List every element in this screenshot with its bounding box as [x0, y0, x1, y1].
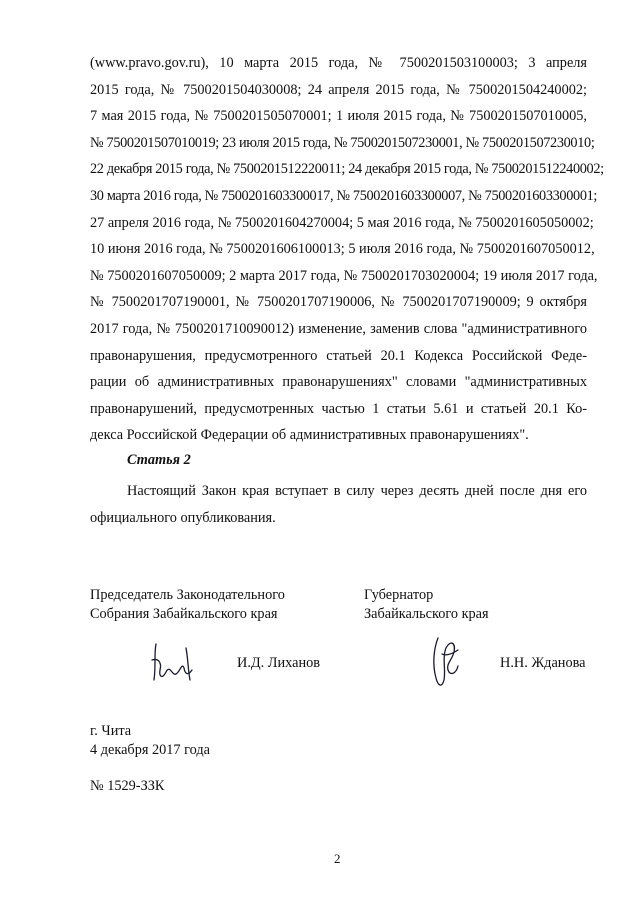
governor-title-line: Забайкальского края: [364, 606, 489, 622]
body-line: правонарушений, предусмотренных частью 1 статьи 5.61 и статьей 20.1 Ко-: [90, 400, 587, 417]
body-line: № 7500201707190001, № 7500201707190006, № 7500201707190009; 9 октября: [90, 294, 587, 311]
body-line: правонарушения, предусмотренного статьей 20.1 Кодекса Российской Феде-: [90, 347, 587, 364]
governor-signature: [424, 634, 468, 694]
body-line: 27 апреля 2016 года, № 7500201604270004; 5 мая 2016 года, № 7500201605050002;: [90, 214, 594, 231]
body-line: 30 марта 2016 года, № 7500201603300017, № 7500201603300007, № 7500201603300001;: [90, 187, 598, 204]
chair-title-line: Председатель Законодательного: [90, 587, 285, 603]
law-number: № 1529-ЗЗК: [90, 778, 165, 794]
body-line: № 7500201507010019; 23 июля 2015 года, № 7500201507230001, № 7500201507230010;: [90, 134, 595, 151]
place: г. Чита: [90, 723, 132, 739]
governor-name: Н.Н. Жданова: [500, 655, 586, 671]
article-2-text: [90, 478, 587, 531]
article-2-line: официального опубликования.: [90, 509, 276, 526]
date: 4 декабря 2017 года: [90, 742, 211, 758]
place-and-date: [90, 722, 210, 760]
body-line: 7 мая 2015 года, № 7500201505070001; 1 июля 2015 года, № 7500201507010005,: [90, 108, 587, 125]
body-line: (www.pravo.gov.ru), 10 марта 2015 года, № 7500201503100003; 3 апреля: [90, 55, 587, 71]
body-line: 2017 года, № 7500201710090012) изменение, заменив слова "административного: [90, 320, 587, 337]
chair-signature: [148, 640, 204, 688]
chair-name: И.Д. Лиханов: [237, 655, 321, 671]
body-line: № 7500201607050009; 2 марта 2017 года, № 7500201703020004; 19 июля 2017 года,: [90, 267, 598, 284]
body-line: 2015 года, № 7500201504030008; 24 апреля 2015 года, № 7500201504240002;: [90, 81, 587, 98]
body-line: декса Российской Федерации об административных правонарушениях".: [90, 427, 529, 444]
governor-title-line: Губернатор: [364, 587, 434, 603]
body-line: 22 декабря 2015 года, № 7500201512220011; 24 декабря 2015 года, № 7500201512240002;: [90, 161, 604, 178]
body-line: 10 июня 2016 года, № 7500201606100013; 5 июля 2016 года, № 7500201607050012,: [90, 241, 595, 258]
article-2-line: Настоящий Закон края вступает в силу через десять дней после дня его: [127, 483, 587, 499]
page-number: 2: [334, 851, 341, 866]
body-line: рации об административных правонарушениях" словами "административных: [90, 374, 587, 391]
chair-title-line: Собрания Забайкальского края: [90, 606, 278, 622]
article-2-heading: Статья 2: [127, 452, 191, 468]
governor-title: [364, 586, 489, 624]
chair-title: [90, 586, 285, 624]
article-1-continuation: [90, 50, 604, 449]
